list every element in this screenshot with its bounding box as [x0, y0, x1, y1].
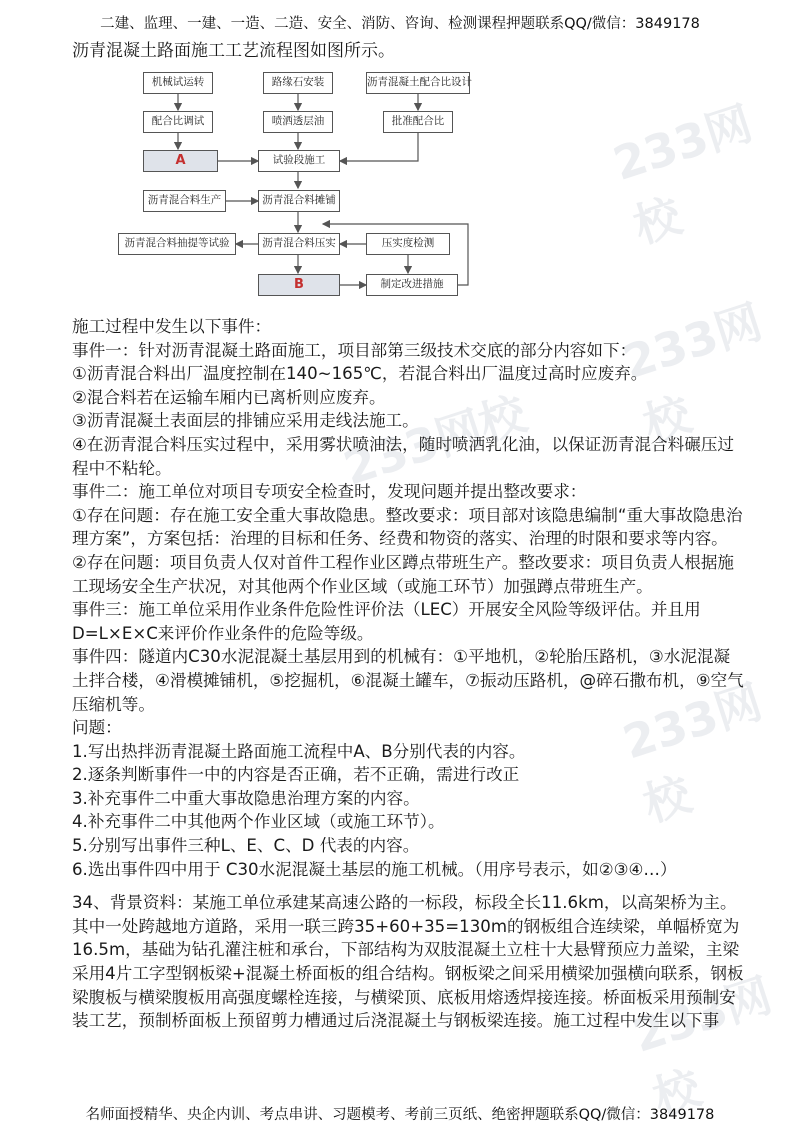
flow-node-extraction-test: 沥青混合料抽提等试验 [118, 233, 236, 255]
text-line: D=L×E×C来评价作业条件的危险等级。 [72, 623, 374, 643]
text-line: ②存在问题：项目负责人仅对首件工程作业区蹲点带班生产。整改要求：项目负责人根据施 [72, 552, 735, 572]
question-item: 3.补充事件二中重大事故隐患治理方案的内容。 [72, 788, 420, 808]
text-line: 其中一处跨越地方道路，采用一联三跨35+60+35=130m的钢板组合连续梁，单幅桥宽为 [72, 916, 740, 936]
flow-node-improvement-measures: 制定改进措施 [366, 274, 458, 296]
flow-node-mix-design: 沥青混凝土配合比设计 [366, 72, 470, 94]
text-line: 工现场安全生产状况，对其他两个作业区域（或施工环节）加强蹲点带班生产。 [72, 576, 653, 596]
flow-node-a: A [143, 150, 218, 172]
text-line: 事件一：针对沥青混凝土路面施工，项目部第三级技术交底的部分内容如下： [72, 340, 637, 360]
text-line: ①存在问题：存在施工安全重大事故隐患。整改要求：项目部对该隐患编制“重大事故隐患治 [72, 505, 743, 525]
question-item: 4.补充事件二中其他两个作业区域（或施工环节）。 [72, 812, 445, 832]
question-item: 5.分别写出事件三种L、E、C、D 代表的内容。 [72, 836, 420, 856]
text-line: 理方案”，方案包括：治理的目标和任务、经费和物资的落实、治理的时限和要求等内容。 [72, 529, 728, 549]
watermark: 233网校 [626, 967, 779, 1126]
flow-node-prime-coat: 喷洒透层油 [263, 111, 333, 133]
flow-node-mix-production: 沥青混合料生产 [143, 190, 226, 212]
text-line: 施工过程中发生以下事件： [72, 317, 272, 336]
page-header: 二建、监理、一建、一造、二造、安全、消防、咨询、检测课程押题联系QQ/微信：3849178 [100, 16, 700, 32]
text-line: ③沥青混凝土表面层的排铺应采用走线法施工。 [72, 411, 419, 431]
text-line: 装工艺，预制桥面板上预留剪力槽通过后浇混凝土与钢板梁连接。施工过程中发生以下事 [72, 1011, 720, 1031]
text-line: 程中不粘轮。 [72, 458, 172, 478]
flow-node-compaction-check: 压实度检测 [366, 233, 450, 255]
text-line: 事件二：施工单位对项目专项安全检查时，发现问题并提出整改要求： [72, 482, 587, 502]
watermark: 233网校 [606, 95, 759, 254]
text-line: 采用4片工字型钢板梁+混凝土桥面板的组合结构。钢板梁之间采用横梁加强横向联系，钢板 [72, 964, 744, 984]
watermark: 233网校 [337, 386, 533, 496]
page-footer: 名师面授精华、央企内训、考点串讲、习题模考、考前三页纸、绝密押题联系QQ/微信：3849178 [85, 1107, 715, 1123]
text-line: 梁腹板与横梁腹板用高强度螺栓连接，与横梁顶、底板用熔透焊接连接。桥面板采用预制安 [72, 987, 736, 1007]
text-line: ②混合料若在运输车厢内已离析则应废弃。 [72, 387, 386, 407]
document-body [72, 315, 772, 1033]
text-line: 事件三：施工单位采用作业条件危险性评价法（LEC）开展安全风险等级评估。并且用 [72, 600, 701, 620]
watermark: 233网校 [616, 674, 769, 833]
intro-text: 沥青混凝土路面施工工艺流程图如图所示。 [72, 41, 395, 61]
text-line: 土拌合楼，④滑模摊铺机，⑤挖掘机，⑥混凝土罐车，⑦振动压路机，@碎石撒布机，⑨空气 [72, 670, 744, 690]
watermark: 233网校 [616, 294, 769, 453]
text-line: 压缩机等。 [72, 694, 155, 714]
flow-node-machine-trial: 机械试运转 [143, 72, 213, 94]
flow-node-mix-adjust: 配合比调试 [143, 111, 213, 133]
flow-node-approve-mix: 批准配合比 [383, 111, 453, 133]
text-line: 34、背景资料：某施工单位承建某高速公路的一标段，标段全长11.6km，以高架桥为主。 [72, 893, 737, 913]
flow-node-b: B [258, 274, 340, 296]
text-line: 16.5m，基础为钻孔灌注桩和承台，下部结构为双肢混凝土立柱十大悬臂预应力盖梁，主梁 [72, 940, 740, 960]
text-line: ①沥青混合料出厂温度控制在140~165℃，若混合料出厂温度过高时应废弃。 [72, 364, 648, 384]
flowchart-connectors [118, 66, 473, 304]
question-heading: 问题： [72, 718, 122, 738]
text-line: 事件四：隧道内C30水泥混凝土基层用到的机械有：①平地机，②轮胎压路机，③水泥混凝 [72, 647, 731, 667]
question-item: 6.选出事件四中用于 C30水泥混凝土基层的施工机械。（用序号表示，如②③④…） [72, 859, 677, 879]
text-line: ④在沥青混合料压实过程中，采用雾状喷油法，随时喷洒乳化油，以保证沥青混合料碾压过 [72, 434, 735, 454]
question-item: 1.写出热拌沥青混凝土路面施工流程中A、B分别代表的内容。 [72, 741, 526, 761]
flow-node-curb-install: 路缘石安装 [263, 72, 333, 94]
flowchart [118, 66, 473, 304]
flow-node-trial-section: 试验段施工 [258, 150, 340, 172]
question-item: 2.逐条判断事件一中的内容是否正确，若不正确，需进行改正 [72, 765, 520, 785]
flow-node-mix-compaction: 沥青混合料压实 [258, 233, 340, 255]
flow-node-mix-paving: 沥青混合料摊铺 [258, 190, 340, 212]
